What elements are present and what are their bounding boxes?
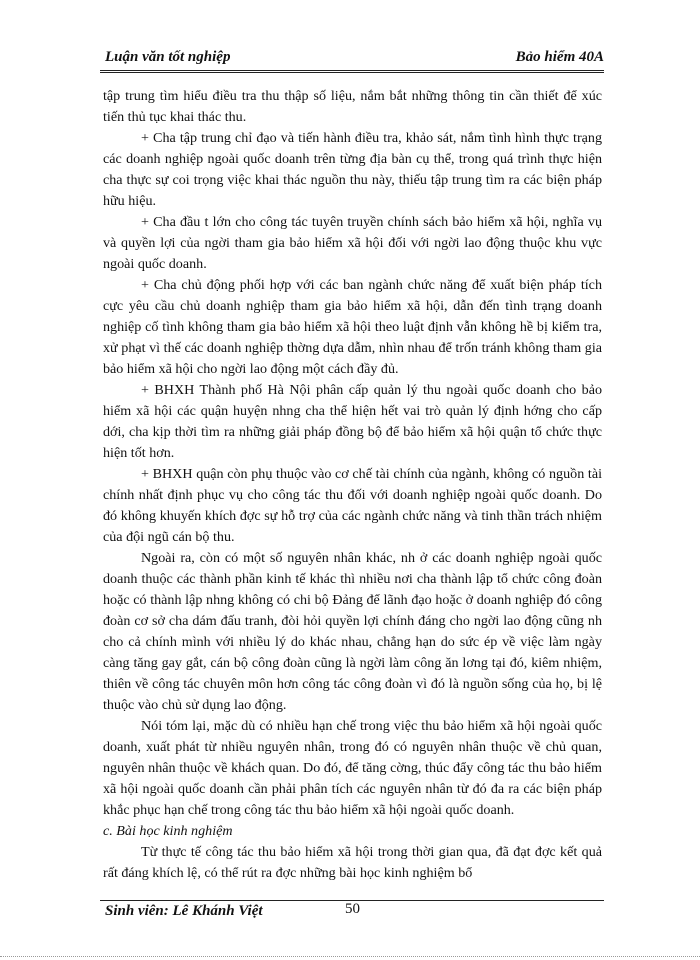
header-thesis-label: Luận văn tốt nghiệp bbox=[105, 49, 231, 65]
paragraph: + Cha chủ động phối hợp với các ban ngành chức năng để xuất biện pháp tích cực yêu cầu chủ doanh nghiệp tham gia bảo hiểm xã hội, dẫn đến tình trạng doanh nghiệp cố tình không tham gia bảo hiểm xã hội theo luật định vẫn không hề bị kiểm tra, xử phạt vì thế các doanh nghiệp thờng dựa dẫm, nhìn nhau để trốn tránh không tham gia bảo hiểm xã hội cho ngời lao động một cách đầy đủ. bbox=[103, 277, 602, 377]
paragraph: + BHXH Thành phố Hà Nội phân cấp quản lý thu ngoài quốc doanh cho bảo hiểm xã hội các quận huyện nhng cha thể hiện hết vai trò quản lý định hớng cho cấp dới, cha kịp thời tìm ra những giải pháp đồng bộ để bảo hiểm xã hội quận tổ chức thực hiện tốt hơn. bbox=[103, 382, 602, 461]
paragraph-continuation: tập trung tìm hiểu điều tra thu thập số liệu, nắm bắt những thông tin cần thiết để xúc tiến thủ tục khai thác thu. bbox=[103, 88, 602, 125]
page-break-line bbox=[0, 956, 700, 957]
paragraph: + Cha đầu t lớn cho công tác tuyên truyền chính sách bảo hiểm xã hội, nghĩa vụ và quyền lợi của ngời tham gia bảo hiểm xã hội đối với ngời lao động thuộc khu vực ngoài quốc doanh. bbox=[103, 214, 602, 272]
header-rule bbox=[100, 70, 604, 73]
page-header bbox=[105, 40, 604, 66]
section-heading: c. Bài học kinh nghiệm bbox=[103, 823, 233, 839]
paragraph: Từ thực tế công tác thu bảo hiểm xã hội trong thời gian qua, đã đạt đợc kết quả rất đáng khích lệ, có thể rút ra đợc những bài học kinh nghiệm bổ bbox=[103, 844, 602, 881]
paragraph: + Cha tập trung chỉ đạo và tiến hành điều tra, khảo sát, nắm tình hình thực trạng các doanh nghiệp ngoài quốc doanh trên từng địa bàn cụ thể, trong quá trình thực hiện cha thực sự coi trọng việc khai thác nguồn thu này, thiếu tập trung tìm ra các biện pháp hữu hiệu. bbox=[103, 130, 602, 209]
paragraph: Ngoài ra, còn có một số nguyên nhân khác, nh ở các doanh nghiệp ngoài quốc doanh thuộc các thành phần kinh tế khác thì nhiều nơi cha thành lập tổ chức công đoàn hoặc có thành lập nhng không có chi bộ Đảng để lãnh đạo hoặc ở doanh nghiệp đó công đoàn cơ sở cha dám đấu tranh, đòi hỏi quyền lợi chính đáng cho ngời lao động cũng nh cho cả chính mình với nhiều lý do khác nhau, chẳng hạn do sức ép về việc làm ngày càng tăng gay gắt, cán bộ công đoàn cũng là ngời làm công ăn lơng tại đó, kiêm nhiệm, thiên về công tác chuyên môn hơn công tác công đoàn vì đó là nguồn sống của họ, bị lệ thuộc vào chủ sử dụng lao động. bbox=[103, 550, 602, 713]
header-class-label: Bảo hiểm 40A bbox=[515, 49, 604, 65]
footer-student-name: Sinh viên: Lê Khánh Việt bbox=[105, 903, 263, 919]
paragraph: + BHXH quận còn phụ thuộc vào cơ chế tài chính của ngành, không có nguồn tài chính nhất định phục vụ cho công tác thu đối với doanh nghiệp ngoài quốc doanh. Do đó không khuyến khích đợc sự hỗ trợ của các ngành chức năng và tinh thần trách nhiệm của đội ngũ cán bộ thu. bbox=[103, 466, 602, 545]
page-number: 50 bbox=[345, 901, 360, 917]
body-text bbox=[103, 86, 602, 884]
paragraph: Nói tóm lại, mặc dù có nhiều hạn chế trong việc thu bảo hiểm xã hội ngoài quốc doanh, xuất phát từ nhiều nguyên nhân, trong đó có nguyên nhân thuộc về chủ quan, nguyên nhân thuộc về khách quan. Do đó, để tăng cờng, thúc đẩy công tác thu bảo hiểm xã hội ngoài quốc doanh cần phải phân tích các nguyên nhân từ đó đa ra các biện pháp khắc phục hạn chế trong công tác thu bảo hiểm xã hội ngoài quốc doanh. bbox=[103, 718, 602, 818]
page-footer bbox=[105, 903, 604, 927]
